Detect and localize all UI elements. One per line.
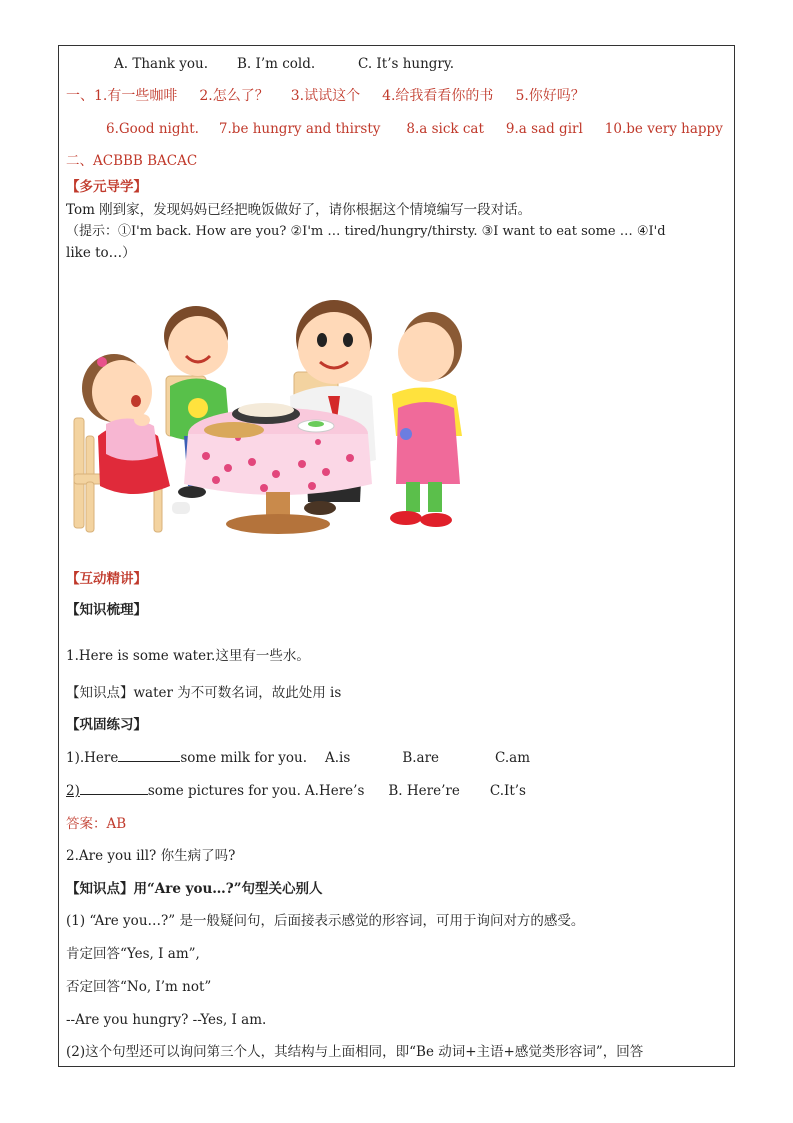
paragraph-1: (1) “Are you…?” 是一般疑问句，后面接表示感觉的形容词，可用于询问对方的感受。 [66, 913, 585, 929]
s1-item-6: 6.Good night. [106, 121, 199, 137]
practice-heading: 【巩固练习】 [66, 717, 147, 733]
q1-prefix: 1).Here [66, 750, 119, 766]
kp1-label: 【知识点】 [66, 685, 134, 701]
section1-row1 [66, 87, 585, 105]
section2-label: 二、 [66, 153, 93, 169]
s1-item-5: 5.你好吗？ [515, 88, 585, 104]
q2-prefix: 2) [66, 783, 80, 799]
s1-item-4: 4.给我看看你的书 [382, 88, 494, 104]
s1-item-3: 3.试试这个 [290, 88, 361, 104]
section2 [66, 152, 197, 170]
q2-option-c: C.It’s [489, 783, 526, 799]
paragraph-2: 肯定回答“Yes, I am”, [66, 946, 200, 962]
s1-item-1: 1.有一些咖啡 [94, 88, 178, 104]
section1-row2 [106, 120, 723, 138]
family-dinner-image [66, 296, 478, 544]
paragraph-5: (2)这个句型还可以询问第三个人，其结构与上面相同，即“Be 动词+主语+感觉类形容词”，回答 [66, 1044, 644, 1060]
answer: 答案：AB [66, 816, 127, 832]
kp2-label: 【知识点】 [66, 881, 134, 897]
duoyuan-line3: like to…） [66, 245, 136, 261]
section2-answers: ACBBB BACAC [93, 153, 198, 169]
option-b: B. I’m cold. [237, 56, 316, 72]
s1-item-9: 9.a sad girl [505, 121, 583, 137]
s1-item-7: 7.be hungry and thirsty [218, 121, 381, 137]
s1-item-2: 2.怎么了？ [199, 88, 269, 104]
item-2: 2.Are you ill? 你生病了吗? [66, 848, 236, 864]
duoyuan-line1: Tom 刚到家，发现妈妈已经把晚饭做好了，请你根据这个情境编写一段对话。 [66, 202, 532, 218]
q2-suffix: some pictures for you. [147, 783, 301, 799]
dining-table [184, 403, 372, 534]
duoyuan-heading: 【多元导学】 [66, 179, 147, 195]
s1-item-8: 8.a sick cat [406, 121, 484, 137]
kp1 [66, 684, 341, 702]
hudong-heading: 【互动精讲】 [66, 571, 147, 587]
item-1: 1.Here is some water.这里有一些水。 [66, 648, 310, 664]
kp2 [66, 880, 322, 898]
q1-suffix: some milk for you. [180, 750, 308, 766]
q2-option-b: B. Here’re [388, 783, 460, 799]
q2-option-a: A.Here’s [304, 783, 365, 799]
family-dinner-illustration [66, 296, 478, 544]
s1-item-10: 10.be very happy [604, 121, 723, 137]
section1-label: 一、 [66, 88, 94, 104]
kp1-text: water 为不可数名词，故此处用 is [133, 685, 342, 701]
duoyuan-line2: （提示：①I'm back. How are you? ②I'm … tired/hungry/thirsty. ③I want to eat some … ④I'd [66, 224, 666, 239]
q2-blank[interactable] [80, 782, 148, 795]
question-2 [66, 782, 526, 800]
question-1 [66, 749, 530, 767]
q1-blank[interactable] [118, 749, 180, 762]
q1-option-c: C.am [495, 750, 531, 766]
q1-option-b: B.are [402, 750, 440, 766]
paragraph-3: 否定回答“No, I’m not” [66, 979, 212, 995]
q1-option-a: A.is [325, 750, 351, 766]
paragraph-4: --Are you hungry? --Yes, I am. [66, 1012, 267, 1028]
mother [390, 312, 462, 527]
knowledge-heading: 【知识梳理】 [66, 602, 147, 618]
option-c: C. It’s hungry. [358, 56, 455, 72]
option-a: A. Thank you. [114, 56, 208, 72]
kp2-text: 用“Are you…?”句型关心别人 [133, 881, 323, 897]
